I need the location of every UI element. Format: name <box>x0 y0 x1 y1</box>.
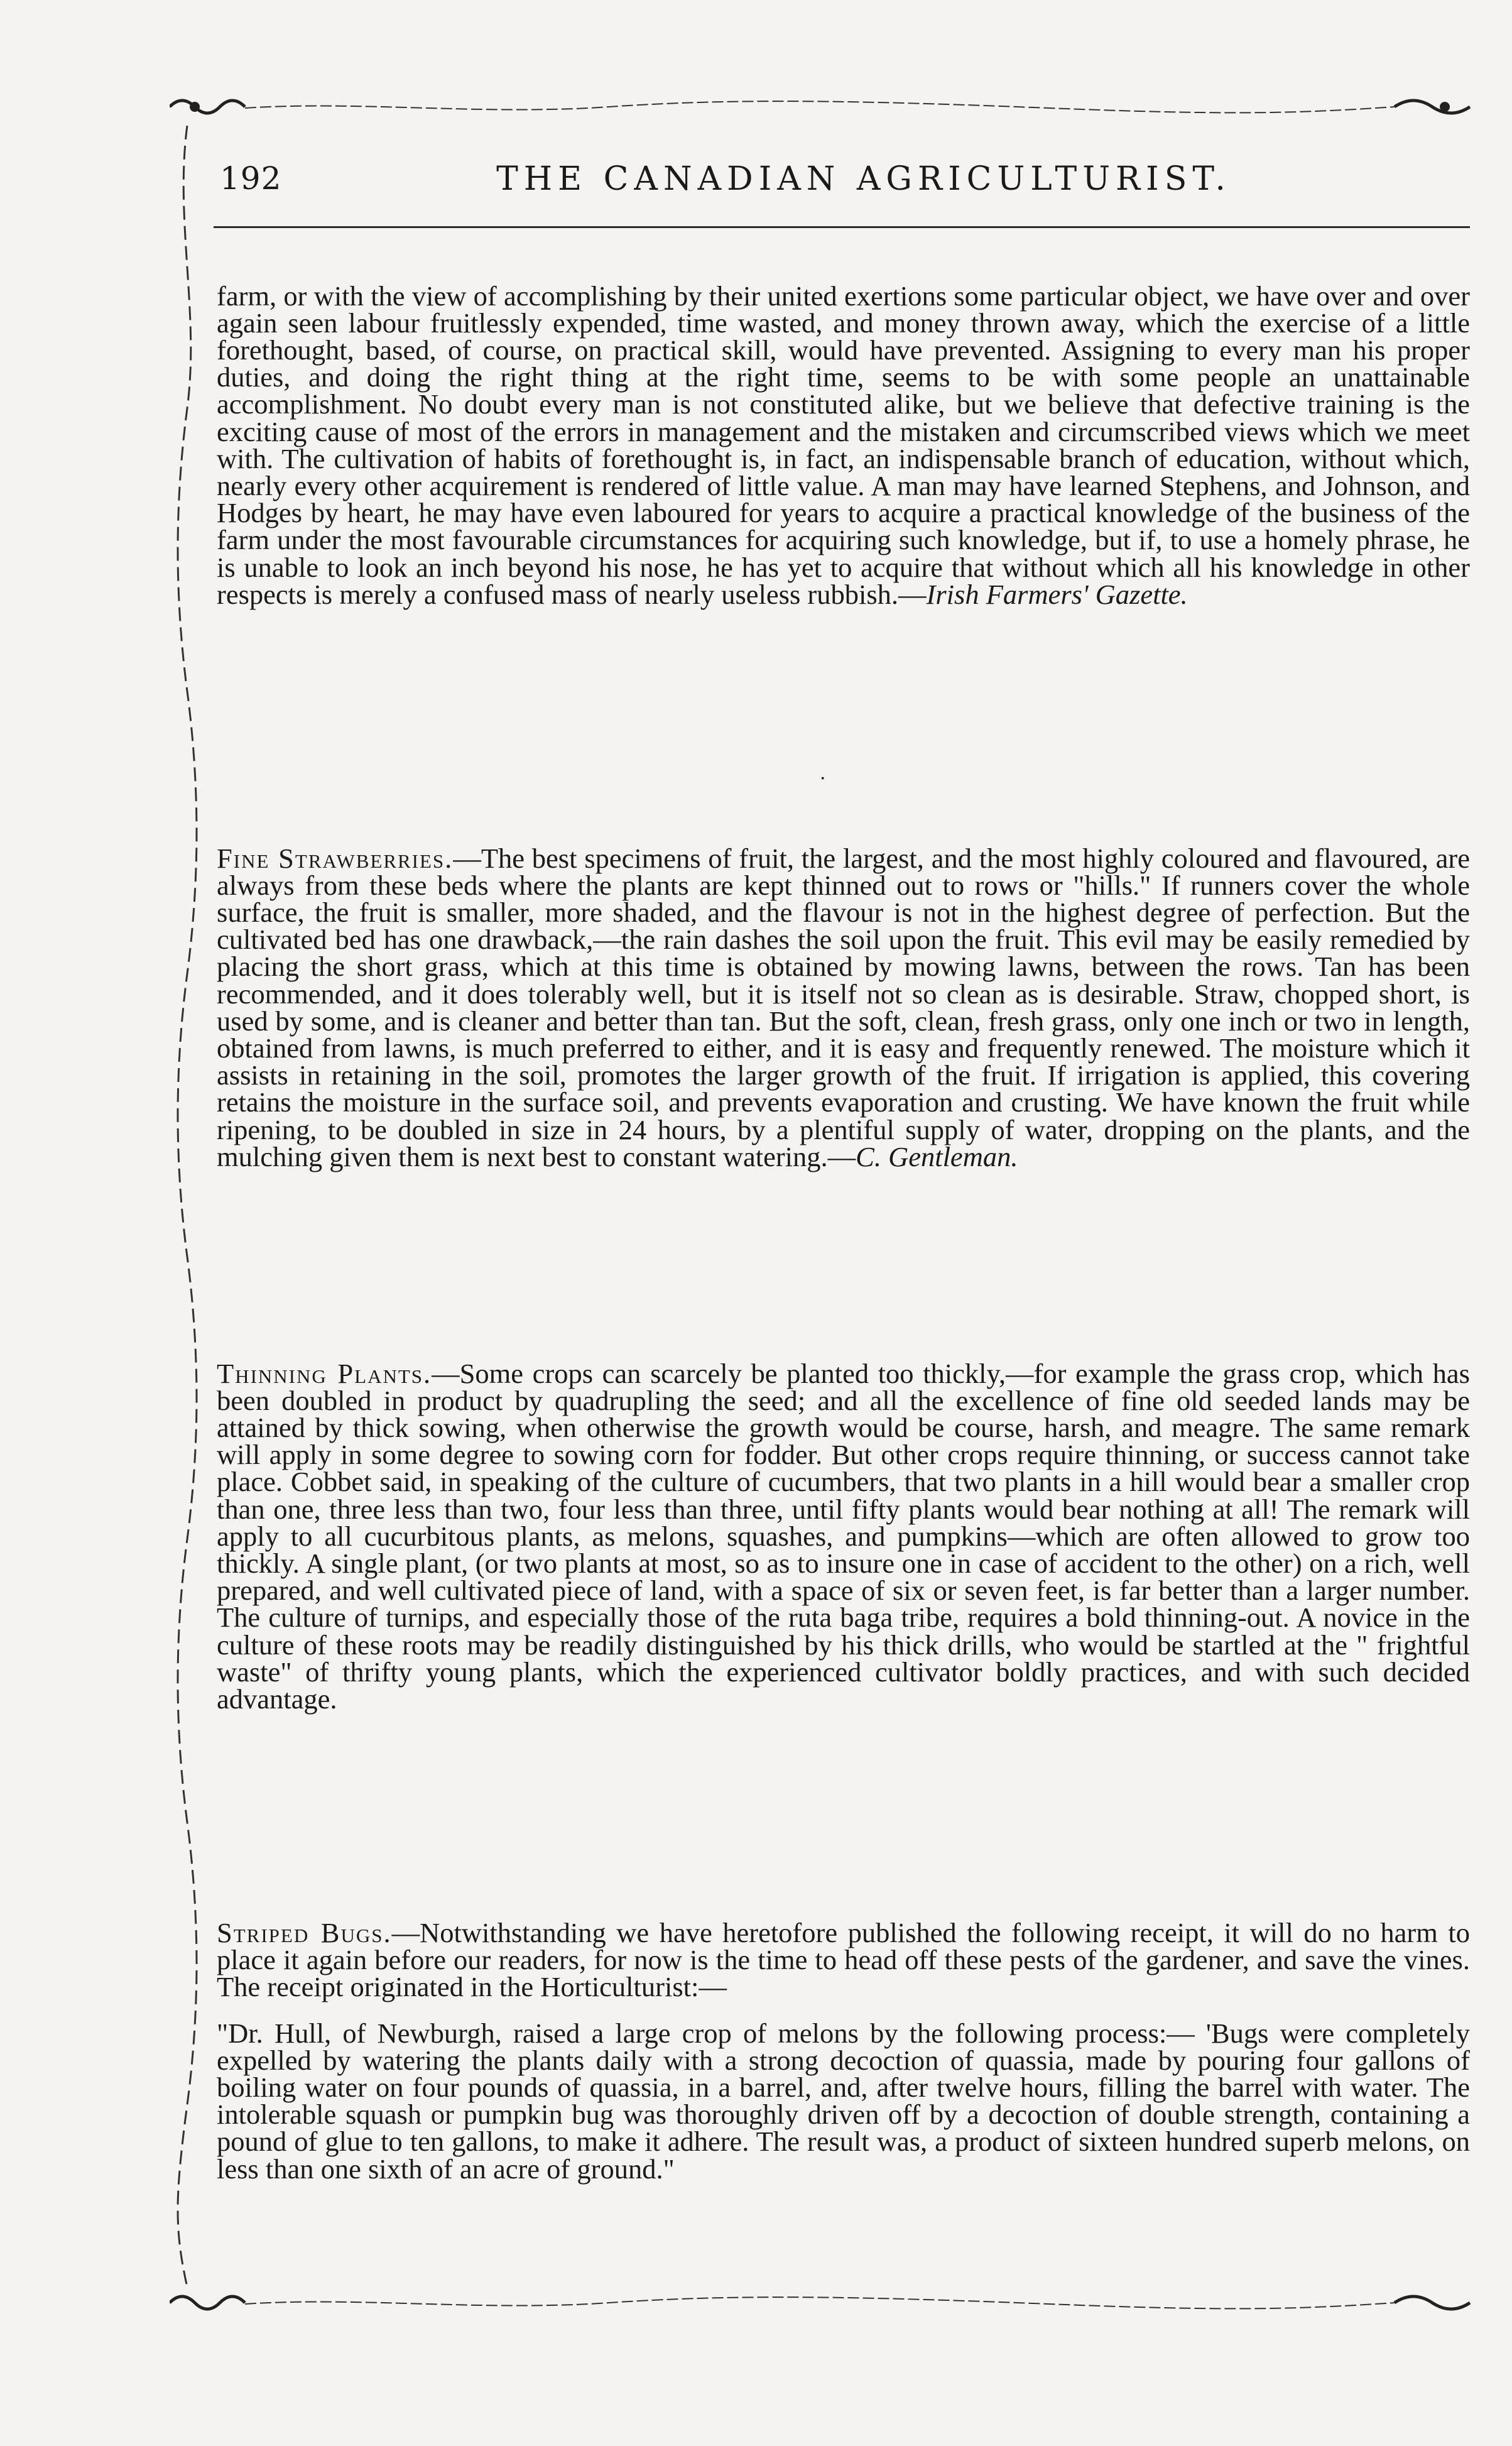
quote-text: "Dr. Hull, of Newburgh, raised a large crop of melons by the following process:— 'Bugs were completely expelled by watering the plants daily with a strong decoction of quassia, made by pouring four gallons of boiling water on four pounds of quassia, in a barrel, and, after twelve hours, filling the barrel with water. The intolerable squash or pumpkin bug was thoroughly driven off by a decoction of double strength, containing a pound of glue to ten gallons, to make it adhere. The result was, a product of sixteen hundred superb melons, on less than one sixth of an acre of ground." <box>217 2017 1470 2185</box>
header-rule <box>214 226 1470 228</box>
running-title: THE CANADIAN AGRICULTURIST. <box>496 160 1231 198</box>
running-header <box>220 160 1476 207</box>
section-lead: Fine Strawberries. <box>217 842 454 874</box>
ornamental-border-left <box>168 126 203 2287</box>
section-lead: Striped Bugs. <box>217 1916 392 1948</box>
ornamental-border-top <box>170 94 1479 119</box>
separator-dot: · <box>820 768 826 790</box>
section-lead: Thinning Plants. <box>217 1357 432 1389</box>
section-fine-strawberries <box>217 817 1470 1198</box>
section-text: —The best specimens of fruit, the largest, and the most highly coloured and flavoured, are always from these beds where the plants are kept thinned out to rows or "hills." If runners cover the whole surface, the fruit is smaller, more shaded, and the flavour is not in the highest degree of perfection. But the cultivated bed has one drawback,—the rain dashes the soil upon the fruit. This evil may be easily remedied by placing the short grass, which at this time is obtained by mowing lawns, between the rows. Tan has been recommended, and it does tolerably well, but it is itself not so clean as is desirable. Straw, chopped short, is used by some, and is cleaner and better than tan. But the soft, clean, fresh grass, only one inch or two in length, obtained from lawns, is much preferred to either, and it is easy and frequently renewed. The moisture which it assists in retaining in the soil, promotes the larger growth of the fruit. If irrigation is applied, this covering retains the moisture in the surface soil, and prevents evaporation and crusting. We have known the fruit while ripening, to be doubled in size in 24 hours, by a plentiful supply of water, dropping on the plants, and the mulching given them is next best to constant watering.— <box>217 842 1470 1172</box>
section-text: —Some crops can scarcely be planted too thickly,—for example the grass crop, which has been doubled in product by quadrupling the seed; and all the excellence of fine old seeded lands may be attained by thick sowing, when otherwise the growth would be course, harsh, and meagre. The same remark will apply in some degree to sowing corn for fodder. But other crops require thinning, or success cannot take place. Cobbet said, in speaking of the culture of cucumbers, that two plants in a hill would bear a smaller crop than one, three less than two, four less than three, until fifty plants would bear nothing at all! The remark will apply to all cucurbitous plants, as melons, squashes, and pumpkins—which are often allowed to grow too thickly. A single plant, (or two plants at most, so as to insure one in case of accident to the other) on a rich, well prepared, and well cultivated piece of land, with a space of six or seven feet, is far better than a larger number. The culture of turnips, and especially those of the ruta baga tribe, requires a bold thinning-out. A novice in the culture of these roots may be readily distinguished by his thick drills, who would be startled at the " frightful waste" of thrifty young plants, which the experienced cultivator boldly practices, and with such decided advantage. <box>217 1357 1471 1715</box>
section-thinning-plants <box>217 1332 1470 1741</box>
ornamental-border-bottom <box>170 2290 1479 2315</box>
quoted-receipt <box>217 1992 1470 2210</box>
continued-article-text: farm, or with the view of accomplishing by their united exertions some particular object, we have over and over again seen labour fruitlessly expended, time wasted, and money thrown away, which the exercise of a little forethought, based, of course, on practical skill, would have prevented. Assigning to every man his proper duties, and doing the right thing at the right time, seems to be with some people an unattainable accomplishment. No doubt every man is not constituted alike, but we believe that defective training is the exciting cause of most of the errors in management and the mistaken and circumscribed views which we meet with. The cultivation of habits of forethought is, in fact, an indispensable branch of education, without which, nearly every other acquirement is rendered of little value. A man may have learned Stephens, and Johnson, and Hodges by heart, he may have even laboured for years to acquire a practical knowledge of the business of the farm under the most favourable circumstances for acquiring such knowledge, but if, to use a homely phrase, he is unable to look an inch beyond his nose, he has yet to acquire that without which all his knowledge in other respects is merely a confused mass of nearly useless rubbish.— <box>217 280 1470 610</box>
section-source: C. Gentleman. <box>856 1140 1018 1172</box>
continued-article-source: Irish Farmers' Gazette. <box>926 578 1188 610</box>
continued-article <box>217 254 1470 636</box>
section-text: —Notwithstanding we have heretofore published the following receipt, it will do no harm to place it again before our readers, for now is the time to head off these pests of the gardener, and save the vines. The receipt originated in the Horticulturist:— <box>217 1916 1470 2002</box>
page-number: 192 <box>220 160 282 197</box>
